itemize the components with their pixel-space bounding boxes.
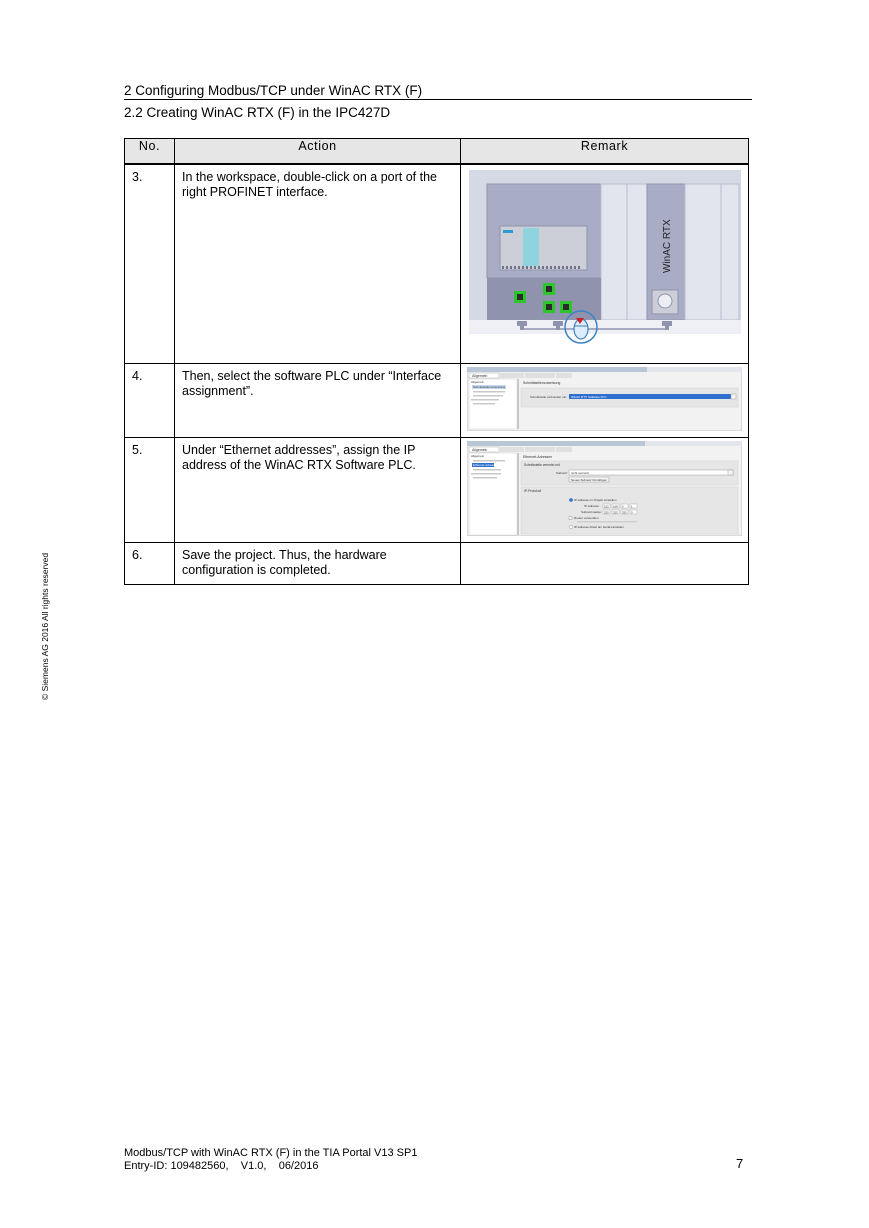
profinet-port-icon[interactable]	[543, 301, 555, 313]
cpu-display	[523, 228, 539, 266]
step-number: 5.	[125, 437, 175, 542]
nav-item-selected[interactable]: Schnittstellenzuweisung	[473, 384, 506, 389]
ip-project-radio[interactable]	[569, 498, 573, 502]
ethernet-addresses-screenshot	[467, 441, 742, 536]
table-row	[125, 164, 749, 363]
ip-octet[interactable]: 168	[613, 503, 618, 508]
column-header-action: Action	[175, 139, 461, 165]
page-number: 7	[736, 1156, 744, 1171]
subnet-label: Subnetz:	[556, 470, 568, 475]
router-checkbox[interactable]	[569, 516, 572, 519]
ip-group-title: IP-Protokoll	[524, 488, 542, 493]
table-row	[125, 363, 749, 437]
step-number: 3.	[125, 164, 175, 363]
mask-octet[interactable]: 255	[613, 509, 618, 514]
step-action: Then, select the software PLC under “Interface assignment”.	[175, 363, 461, 437]
nav-item-general[interactable]: Allgemein	[471, 379, 485, 384]
step-remark	[461, 363, 749, 437]
step-number: 4.	[125, 363, 175, 437]
mask-octet[interactable]: 255	[604, 509, 609, 514]
footer-title: Modbus/TCP with WinAC RTX (F) in the TIA Portal V13 SP1	[124, 1147, 418, 1159]
tab-general[interactable]: Allgemein	[472, 373, 488, 378]
column-header-remark: Remark	[461, 139, 749, 165]
profinet-port-icon[interactable]	[560, 301, 572, 313]
field-label: Schnittstelle verbunden mit:	[530, 394, 567, 399]
group-title: Ethernet-Adressen	[523, 454, 553, 459]
footer-entry-id: Entry-ID: 109482560, V1.0, 06/2016	[124, 1160, 319, 1172]
step-remark	[461, 164, 749, 363]
fan-icon	[658, 294, 672, 308]
section-heading: 2.2 Creating WinAC RTX (F) in the IPC427D	[124, 105, 391, 120]
step-action: Save the project. Thus, the hardware configuration is completed.	[175, 542, 461, 584]
winac-module-label: WinAC RTX	[662, 219, 673, 273]
nav-item-general[interactable]: Allgemein	[471, 453, 485, 458]
ip-device-option: IP-Adresse direkt am Gerät einstellen	[574, 524, 624, 529]
ip-octet[interactable]: 1	[631, 503, 633, 508]
ip-address-label: IP-Adresse:	[584, 503, 600, 508]
step-remark	[461, 437, 749, 542]
subnet-select-value[interactable]: nicht vernetzt	[571, 470, 589, 475]
tab-general[interactable]: Allgemein	[472, 447, 488, 452]
step-action: Under “Ethernet addresses”, assign the IP address of the WinAC RTX Software PLC.	[175, 437, 461, 542]
ip-project-option: IP-Adresse im Projekt einstellen	[574, 497, 617, 502]
router-option: Router verwenden	[574, 515, 599, 520]
table-row	[125, 437, 749, 542]
table-header-row	[125, 139, 749, 165]
step-number: 6.	[125, 542, 175, 584]
column-header-no: No.	[125, 139, 175, 165]
ip-device-radio[interactable]	[569, 525, 573, 529]
chapter-heading: 2 Configuring Modbus/TCP under WinAC RTX (F)	[124, 83, 423, 98]
nav-item-selected[interactable]: Ethernet-Adressen	[473, 462, 499, 467]
table-row	[125, 542, 749, 584]
subnet-mask-label: Subnetzmaske:	[581, 509, 602, 514]
add-subnet-button[interactable]: Neues Subnetz hinzufügen	[571, 477, 608, 482]
subnet-group-title: Schnittstelle vernetzt mit	[524, 462, 560, 467]
steps-table	[124, 138, 749, 585]
ip-octet[interactable]: 192	[604, 503, 609, 508]
profinet-port-icon[interactable]	[514, 291, 526, 303]
interface-select-value[interactable]: WinAC RTX Software PLC	[571, 394, 607, 399]
copyright-notice: © Siemens AG 2016 All rights reserved	[40, 552, 50, 700]
device-view-screenshot	[467, 168, 742, 348]
group-title: Schnittstellenzuweisung	[523, 380, 561, 385]
header-rule	[124, 99, 752, 100]
profinet-port-icon[interactable]	[543, 283, 555, 295]
step-remark	[461, 542, 749, 584]
interface-assignment-screenshot	[467, 367, 742, 431]
step-action: In the workspace, double-click on a port of the right PROFINET interface.	[175, 164, 461, 363]
mask-octet[interactable]: 0	[631, 509, 633, 514]
ip-octet[interactable]: 0	[622, 503, 624, 508]
mask-octet[interactable]: 255	[622, 509, 627, 514]
